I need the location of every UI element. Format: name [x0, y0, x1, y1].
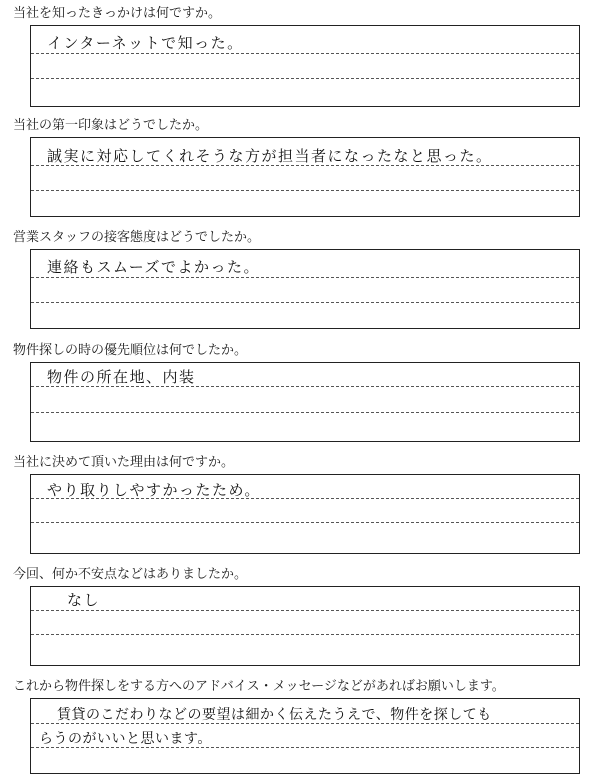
answer-line — [31, 634, 579, 635]
answer-box-3 — [30, 249, 580, 329]
answer-text-2: 誠実に対応してくれそうな方が担当者になったなと思った。 — [47, 147, 493, 165]
answer-line — [31, 277, 579, 278]
answer-line — [31, 302, 579, 303]
question-1: 当社を知ったきっかけは何ですか。 — [13, 6, 222, 21]
question-5: 当社に決めて頂いた理由は何ですか。 — [13, 455, 235, 470]
question-7: これから物件探しをする方へのアドバイス・メッセージなどがあればお願いします。 — [13, 679, 505, 694]
answer-box-2 — [30, 137, 580, 217]
answer-line — [31, 412, 579, 413]
answer-text-6: なし — [67, 591, 101, 609]
answer-box-6 — [30, 586, 580, 666]
answer-line — [31, 610, 579, 611]
answer-box-5 — [30, 474, 580, 554]
answer-text-7a: 賃貸のこだわりなどの要望は細かく伝えたうえで、物件を探しても — [57, 707, 492, 723]
answer-line — [31, 522, 579, 523]
answer-box-1 — [30, 25, 580, 107]
answer-text-5: やり取りしやすかったため。 — [47, 481, 261, 499]
answer-text-4: 物件の所在地、内装 — [47, 368, 196, 386]
answer-box-4 — [30, 362, 580, 442]
answer-text-7b: らうのがいいと思います。 — [39, 731, 212, 747]
question-4: 物件探しの時の優先順位は何でしたか。 — [13, 343, 248, 358]
answer-text-3: 連絡もスムーズでよかった。 — [47, 258, 261, 276]
question-2: 当社の第一印象はどうでしたか。 — [13, 118, 209, 133]
answer-box-7 — [30, 698, 580, 774]
answer-text-1: インターネットで知った。 — [47, 34, 244, 52]
answer-line — [31, 78, 579, 79]
answer-line — [31, 190, 579, 191]
question-3: 営業スタッフの接客態度はどうでしたか。 — [13, 230, 261, 245]
answer-line — [31, 53, 579, 54]
question-6: 今回、何か不安点などはありましたか。 — [13, 567, 248, 582]
